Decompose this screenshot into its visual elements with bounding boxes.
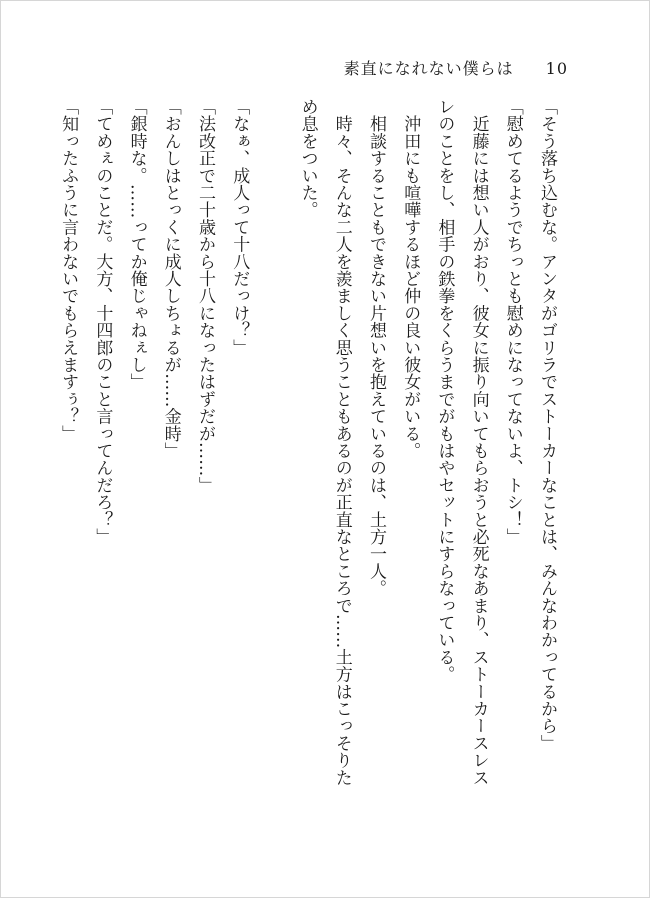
text-line: 「てめぇのことだ。大方、十四郎のこと言ってんだろ？」 [92, 98, 113, 546]
body-text [51, 98, 564, 858]
running-head [344, 56, 568, 79]
text-line: レのことをし、相手の鉄拳をくらうまでがもはやセットにすらなっている。 [434, 98, 455, 683]
text-line: 「銀時な。……ってか俺じゃねぇし」 [126, 98, 147, 391]
text-line: 「法改正で二十歳から十八になったはずだが……」 [194, 98, 215, 494]
text-line: 時々、そんな二人を羨ましく思うこともあるのが正直なところで……土方はこっそりた [331, 98, 352, 786]
paragraph-gap [256, 98, 290, 858]
book-title: 素直になれない僕らは [343, 59, 514, 78]
text-line: 「慰めてるようでちっとも慰めになってないよ、トシ！」 [502, 98, 523, 546]
text-line: 「おんしはとっくに成人しちょるが……金時」 [160, 98, 181, 460]
text-line: 「なぁ、成人って十八だっけ？」 [229, 98, 250, 356]
page-number: 10 [545, 59, 568, 78]
text-line: 沖田にも喧嘩するほど仲の良い彼女がいる。 [400, 98, 421, 460]
text-line: 「そう落ち込むな。アンタがゴリラでストーカーなことは、みんなわかってるから」 [537, 98, 557, 752]
text-line: 相談することもできない片想いを抱えているのは、土方一人。 [365, 98, 386, 597]
text-line: 「知ったふうに言わないでもらえますぅ？」 [58, 98, 79, 442]
text-line: め息をついた。 [297, 98, 318, 219]
text-line: 近藤には想い人がおり、彼女に振り向いてもらおうと必死なあまり、ストーカースレス [468, 98, 489, 786]
